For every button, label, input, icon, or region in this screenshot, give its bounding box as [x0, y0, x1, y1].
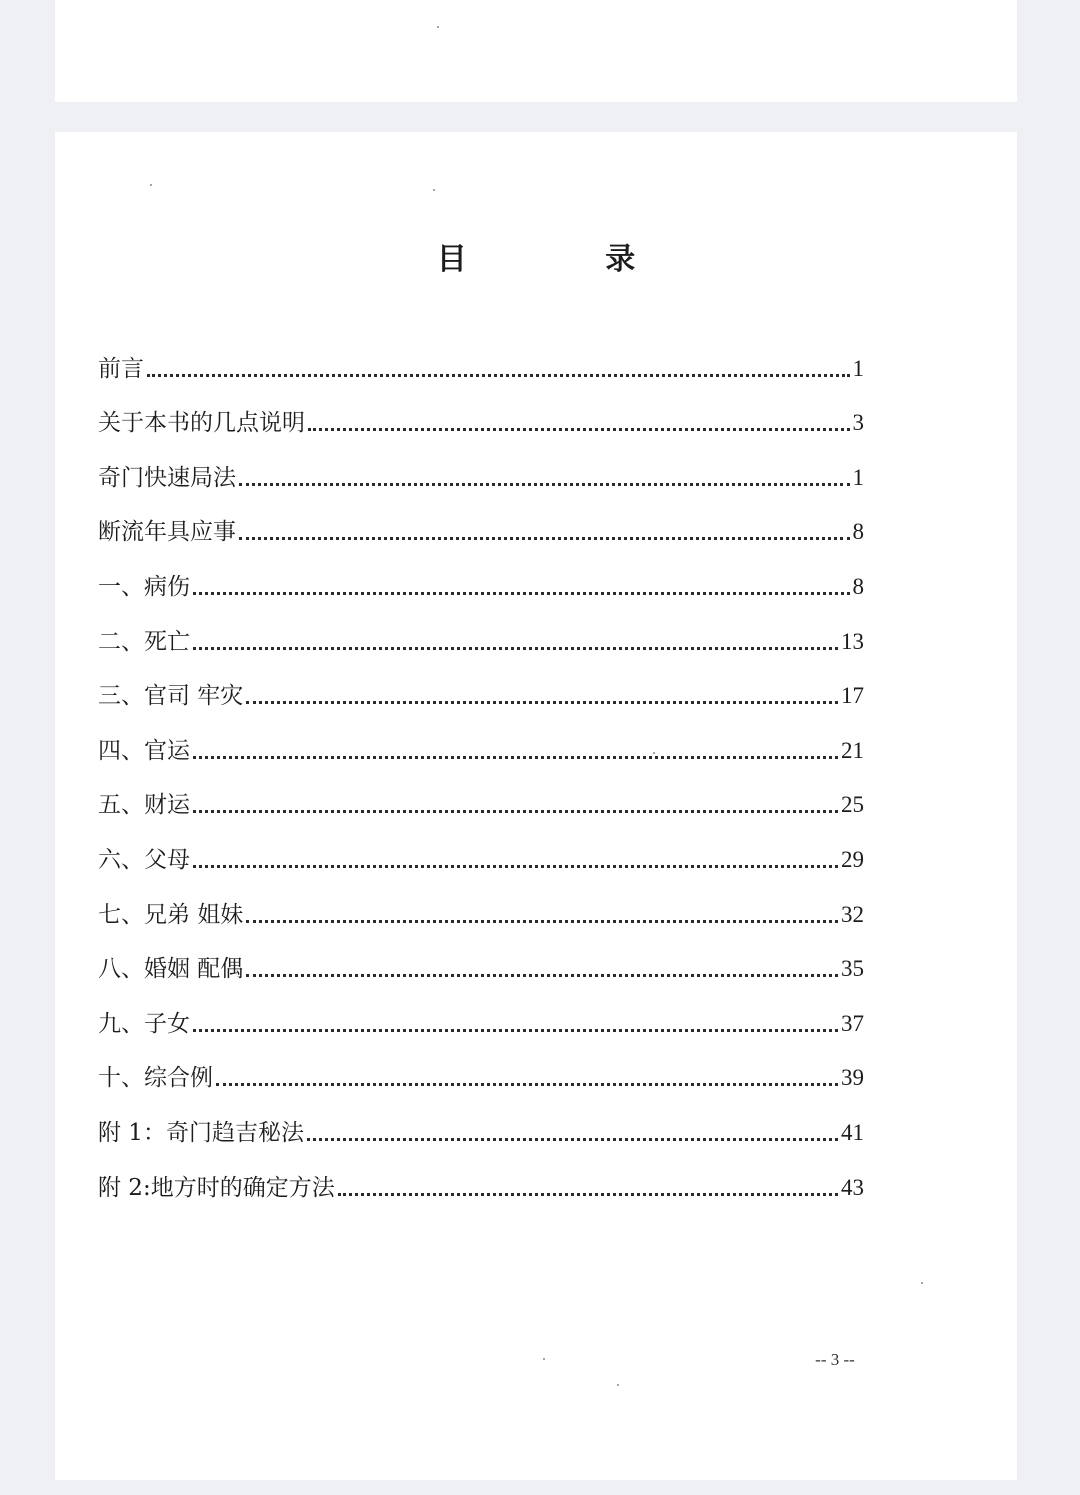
toc-entry[interactable] — [98, 710, 864, 765]
dot-leader — [193, 865, 838, 868]
toc-entry-page: 17 — [841, 683, 864, 709]
toc-entry-page: 1 — [852, 464, 864, 490]
toc-entry-label: 六、父母 — [98, 846, 190, 873]
toc-entry-label: 附 1：奇门趋吉秘法 — [98, 1119, 304, 1146]
toc-entry[interactable] — [98, 383, 864, 438]
scan-speck — [437, 26, 439, 28]
toc-entry-label: 前言 — [98, 355, 144, 382]
toc-entry-label: 九、子女 — [98, 1010, 190, 1037]
toc-entry-page: 25 — [841, 792, 864, 818]
toc-entry[interactable] — [98, 765, 864, 820]
toc-entry-page: 43 — [841, 1174, 864, 1200]
scan-speck — [433, 189, 435, 191]
dot-leader — [246, 974, 838, 977]
toc-entry-page: 8 — [852, 519, 864, 545]
toc-entry[interactable] — [98, 492, 864, 547]
dot-leader — [246, 920, 838, 923]
toc-entry[interactable] — [98, 1147, 864, 1202]
dot-leader — [239, 537, 850, 540]
toc-entry-label: 八、婚姻 配偶 — [98, 956, 244, 983]
toc-entry[interactable] — [98, 874, 864, 929]
toc-entry-page: 13 — [841, 628, 864, 654]
toc-entry-label: 一、病伤 — [98, 573, 190, 600]
toc-entry[interactable] — [98, 437, 864, 492]
page-number: -- 3 -- — [815, 1350, 855, 1369]
toc-entry[interactable] — [98, 656, 864, 711]
toc-entry-page: 39 — [841, 1065, 864, 1091]
toc-entry[interactable] — [98, 546, 864, 601]
toc-entry-label: 十、综合例 — [98, 1065, 213, 1092]
dot-leader — [147, 374, 850, 377]
scan-speck — [617, 1384, 619, 1386]
toc-entry-page: 3 — [852, 410, 864, 436]
scan-speck — [921, 1282, 923, 1284]
toc-entry-label: 断流年具应事 — [98, 519, 236, 546]
toc-list — [98, 328, 864, 1202]
dot-leader — [216, 1083, 838, 1086]
dot-leader — [193, 592, 850, 595]
toc-entry-page: 35 — [841, 956, 864, 982]
previous-page-bottom — [55, 0, 1017, 102]
dot-leader — [338, 1193, 838, 1196]
toc-entry-label: 关于本书的几点说明 — [98, 410, 305, 437]
toc-entry-page: 41 — [841, 1119, 864, 1145]
toc-entry[interactable] — [98, 819, 864, 874]
toc-entry-page: 1 — [852, 355, 864, 381]
toc-entry-label: 七、兄弟 姐妹 — [98, 901, 244, 928]
scan-speck — [543, 1358, 545, 1360]
toc-title: 目 录 — [436, 242, 700, 277]
dot-leader — [193, 1029, 838, 1032]
toc-entry-label: 四、官运 — [98, 737, 190, 764]
dot-leader — [193, 810, 838, 813]
toc-entry-label: 奇门快速局法 — [98, 464, 236, 491]
toc-entry[interactable] — [98, 929, 864, 984]
toc-entry-label: 五、财运 — [98, 792, 190, 819]
dot-leader — [307, 1138, 838, 1141]
dot-leader — [308, 428, 850, 431]
dot-leader — [246, 701, 838, 704]
toc-entry-label: 二、死亡 — [98, 628, 190, 655]
toc-entry[interactable] — [98, 1038, 864, 1093]
toc-entry[interactable] — [98, 328, 864, 383]
toc-page — [55, 132, 1017, 1480]
toc-entry[interactable] — [98, 1092, 864, 1147]
toc-entry[interactable] — [98, 983, 864, 1038]
dot-leader — [193, 756, 838, 759]
toc-entry-label: 附 2:地方时的确定方法 — [98, 1174, 335, 1201]
dot-leader — [193, 647, 838, 650]
toc-entry-page: 37 — [841, 1010, 864, 1036]
toc-entry-page: 32 — [841, 901, 864, 927]
toc-entry[interactable] — [98, 601, 864, 656]
dot-leader — [239, 483, 850, 486]
toc-entry-page: 29 — [841, 846, 864, 872]
toc-entry-page: 21 — [841, 737, 864, 763]
scan-speck — [150, 184, 152, 186]
toc-entry-label: 三、官司 牢灾 — [98, 683, 244, 710]
toc-entry-page: 8 — [852, 573, 864, 599]
